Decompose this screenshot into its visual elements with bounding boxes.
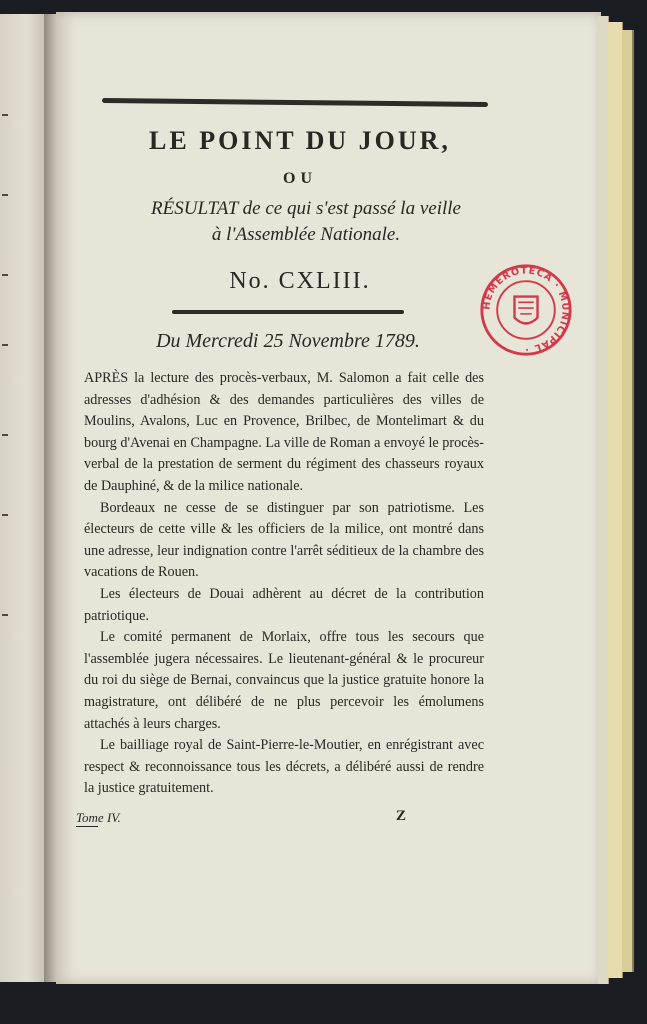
left-page-edge — [0, 14, 46, 982]
paragraph-3: Les électeurs de Douai adhèrent au décret de la contribution patriotique. — [84, 585, 484, 624]
paragraph-4: Le comité permanent de Morlaix, offre tous les secours que l'assemblée jugera nécessaires. Le lieutenant-général & le procureur du roi du siège de Bernai, convaincus que la justice gratuite honore la magistrature, ont délibéré de ne plus percevoir les émolumens attachés à leurs charges. — [84, 629, 484, 732]
page-edge-stack-outer — [622, 30, 634, 972]
volume-label: Tome IV. — [76, 810, 121, 825]
subtitle-line-2: à l'Assemblée Nationale. — [211, 224, 401, 245]
paragraph-2: Bordeaux ne cesse de se distinguer par son patriotisme. Les électeurs de cette ville & les officiers de la milice, ont montré dans une adresse, leur indignation contre l'arrêt séditieux de la chambre des vacations de Rouen. — [84, 499, 484, 581]
left-page-ink-mark — [2, 434, 8, 436]
masthead-conjunction: OU — [283, 170, 317, 187]
paragraph-1: APRÈS la lecture des procès-verbaux, M. Salomon a fait celle des adresses d'adhésion & des demandes particulières des villes de Moulins, Avalons, Luc en Provence, Brilbec, de Montelimart & du bourg d'Avenai en Champagne. La ville de Roman a envoyé le procès-verbal de la prestation de serment du régiment des chasseurs royaux de Dauphiné, & de la milice nationale. — [84, 370, 484, 494]
left-page-ink-mark — [2, 614, 8, 616]
left-page-ink-mark — [2, 114, 8, 116]
subtitle-line-1: RÉSULTAT de ce qui s'est passé la veille — [151, 198, 461, 219]
paragraph-5: Le bailliage royal de Saint-Pierre-le-Moutier, en enrégistrant avec respect & reconnoissance tous les décrets, a délibéré aussi de rendre la justice gratuitement. — [84, 737, 484, 797]
masthead-title: LE POINT DU JOUR, — [149, 126, 451, 155]
left-page-ink-mark — [2, 194, 8, 196]
left-page-ink-mark — [2, 274, 8, 276]
dateline: Du Mercredi 25 Novembre 1789. — [156, 330, 420, 352]
signature-mark: Z — [396, 808, 407, 824]
left-page-ink-mark — [2, 344, 8, 346]
masthead-subtitle — [96, 196, 516, 248]
article-body — [84, 368, 484, 800]
library-stamp-icon — [478, 262, 574, 358]
volume-underline — [76, 826, 98, 827]
middle-rule — [172, 310, 404, 314]
stamp-text: HEMEROTECA · MUNICIPAL · — [481, 265, 571, 355]
issue-number: No. CXLIII. — [229, 268, 371, 294]
page-edge-stack — [608, 22, 623, 978]
left-page-ink-mark — [2, 514, 8, 516]
